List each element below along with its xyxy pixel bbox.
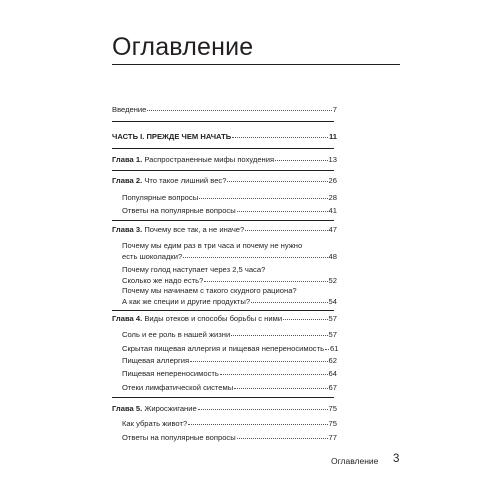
toc-entry-label: Как убрать живот? (122, 419, 188, 428)
chapter-number: Глава 3. (112, 225, 143, 234)
toc-entry-page: 7 (332, 105, 337, 114)
toc-entry-ch2-answers[interactable] (122, 205, 337, 216)
toc-entry-chapter-2[interactable] (112, 175, 337, 186)
toc-entry-label: Пищевая непереносимость (122, 369, 219, 378)
section-separator (112, 121, 334, 122)
toc-entry-label: Введение (112, 105, 147, 114)
toc-entry-chapter-3[interactable] (112, 224, 337, 235)
toc-entry-ch2-popular[interactable] (122, 192, 337, 203)
toc-entry-label-line1: Почему мы едим раз в три часа и почему не нужно (122, 241, 303, 250)
toc-entry-page: 64 (328, 369, 337, 378)
toc-entry-page: 67 (328, 383, 337, 392)
chapter-number: Глава 4. (112, 314, 143, 323)
leader-dots (220, 374, 328, 375)
toc-entry-label-line2: А как же специи и другие продукты? (122, 297, 251, 306)
toc-entry-ch5-answers[interactable] (122, 432, 337, 443)
section-separator (112, 170, 334, 171)
toc-entry-page: 75 (328, 404, 337, 413)
toc-entry-page: 54 (328, 297, 337, 306)
toc-entry-ch4-lymph[interactable] (122, 382, 337, 393)
leader-dots (275, 160, 327, 161)
toc-entry-page: 11 (328, 132, 337, 141)
toc-entry-page: 75 (328, 419, 337, 428)
chapter-title: Распространенные мифы похудения (142, 155, 275, 164)
leader-dots (188, 424, 327, 425)
toc-entry-ch3-q2[interactable] (122, 264, 337, 286)
running-footer-title: Оглавление (331, 456, 379, 466)
toc-entry-label (112, 175, 226, 186)
toc-entry-part-1[interactable] (112, 131, 337, 142)
leader-dots (237, 438, 328, 439)
toc-entry-label (112, 313, 282, 324)
toc-entry-page: 77 (328, 433, 337, 442)
chapter-title: Виды отеков и способы борьбы с ними (142, 314, 283, 323)
toc-entry-label-line1: Почему мы начинаем с такого скудного рациона? (122, 286, 297, 295)
toc-entry-label: Соль и ее роль в нашей жизни (122, 330, 231, 339)
leader-dots (231, 335, 327, 336)
toc-entry-label: ЧАСТЬ I. ПРЕЖДЕ ЧЕМ НАЧАТЬ (112, 132, 232, 141)
leader-dots (251, 302, 327, 303)
toc-entry-page: 61 (330, 344, 339, 353)
section-separator (112, 397, 334, 398)
toc-entry-chapter-5[interactable] (112, 403, 337, 414)
chapter-title: Почему все так, а не иначе? (142, 225, 245, 234)
toc-entry-chapter-1[interactable] (112, 154, 337, 165)
leader-dots (147, 110, 331, 111)
toc-entry-page: 13 (328, 155, 337, 164)
leader-dots (199, 198, 327, 199)
section-separator (112, 148, 334, 149)
leader-dots (237, 211, 328, 212)
toc-entry-page: 52 (328, 276, 337, 285)
toc-entry-ch4-allergy[interactable] (122, 355, 337, 366)
toc-entry-label-line2: Сколько же надо есть? (122, 276, 204, 285)
toc-entry-page: 28 (328, 193, 337, 202)
chapter-number: Глава 2. (112, 176, 143, 185)
leader-dots (234, 388, 327, 389)
chapter-number: Глава 5. (112, 404, 143, 413)
toc-entry-label: Ответы на популярные вопросы (122, 433, 236, 442)
leader-dots (227, 181, 327, 182)
toc-entry-label-line1: Почему голод наступает через 2,5 часа? (122, 265, 266, 274)
leader-dots (183, 257, 327, 258)
toc-entry-page: 62 (328, 356, 337, 365)
leader-dots (283, 319, 327, 320)
section-separator (112, 310, 334, 311)
toc-entry-label (112, 154, 274, 165)
page-number: 3 (393, 453, 400, 465)
leader-dots (232, 137, 328, 138)
toc-entry-label: Отеки лимфатической системы (122, 383, 234, 392)
toc-entry-label: Скрытая пищевая аллергия и пищевая непереносимость (122, 344, 325, 353)
toc-entry-label (112, 403, 197, 414)
toc-entry-label (112, 224, 244, 235)
toc-entry-label: Пищевая аллергия (122, 356, 190, 365)
chapter-title: Что такое лишний вес? (142, 176, 227, 185)
toc-entry-page: 41 (328, 206, 337, 215)
toc-entry-label-line2: есть шоколадки? (122, 252, 183, 261)
toc-entry-page: 26 (328, 176, 337, 185)
section-separator (112, 220, 334, 221)
leader-dots (190, 361, 327, 362)
chapter-title: Жиросжигание (142, 404, 197, 413)
toc-entry-ch3-q3[interactable] (122, 285, 337, 307)
toc-entry-page: 57 (328, 314, 337, 323)
toc-entry-page: 48 (328, 252, 337, 261)
toc-entry-ch3-q1[interactable] (122, 240, 337, 262)
leader-dots (198, 409, 328, 410)
leader-dots (245, 230, 327, 231)
toc-entry-label: Ответы на популярные вопросы (122, 206, 236, 215)
toc-entry-label: Популярные вопросы (122, 193, 199, 202)
page-title: Оглавление (112, 33, 254, 61)
toc-entry-intro[interactable] (112, 104, 337, 115)
toc-entry-page: 57 (328, 330, 337, 339)
toc-entry-chapter-4[interactable] (112, 313, 337, 324)
leader-dots (204, 281, 327, 282)
leader-dots (325, 349, 329, 350)
toc-entry-page: 47 (328, 225, 337, 234)
toc-entry-ch4-intolerance[interactable] (122, 368, 337, 379)
toc-entry-ch4-hidden-allergy[interactable] (122, 343, 337, 354)
chapter-number: Глава 1. (112, 155, 143, 164)
toc-entry-ch4-salt[interactable] (122, 329, 337, 340)
toc-entry-ch5-belly[interactable] (122, 418, 337, 429)
